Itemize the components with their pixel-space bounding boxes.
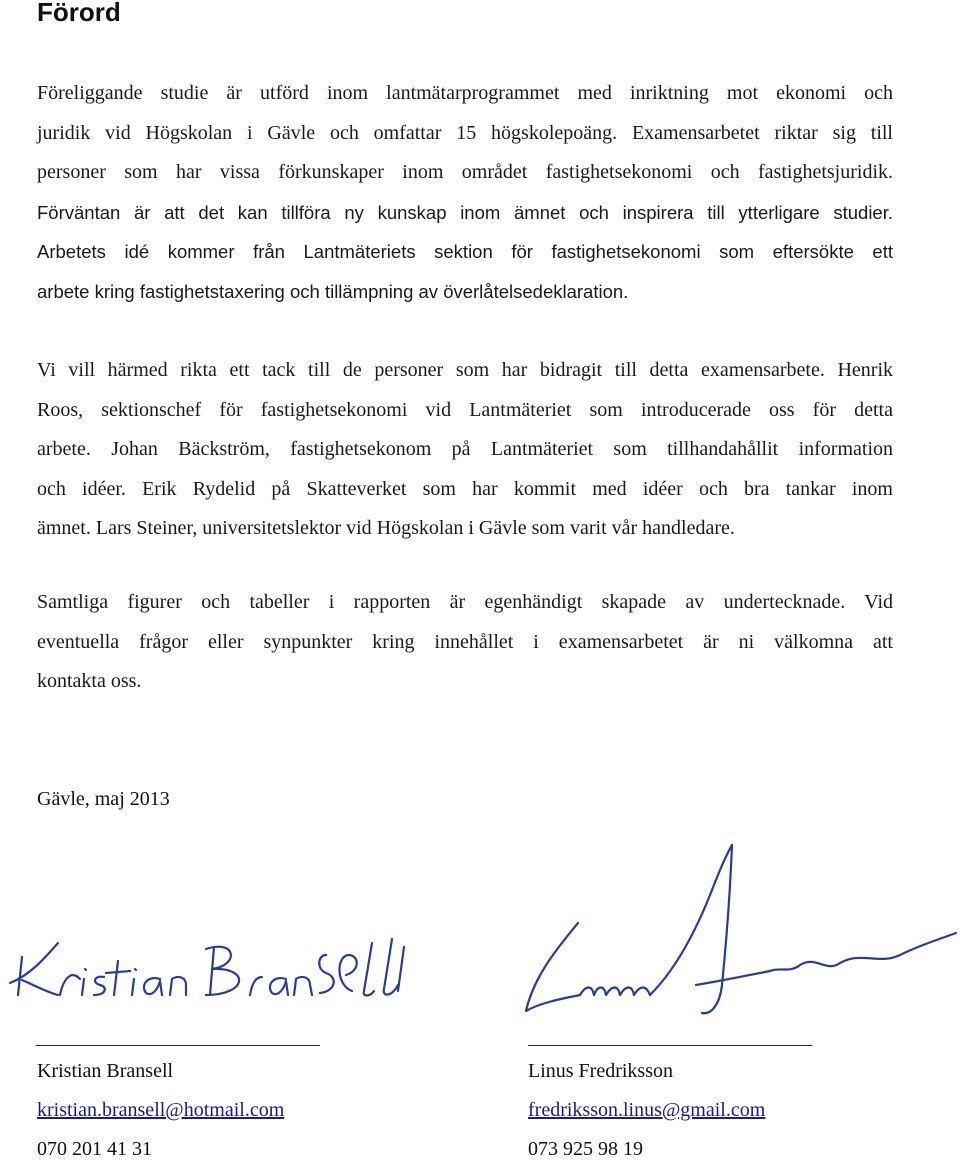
text-line: Roos, sektionschef för fastighetsekonomi vid Lantmäteriet som introducerade oss för detta: [37, 398, 893, 421]
paragraph-intro: [37, 74, 893, 311]
signature-line-right: [528, 1045, 812, 1046]
author-phone: 070 201 41 31: [37, 1138, 152, 1160]
signature-line-left: [36, 1045, 320, 1046]
author-name: Kristian Bransell: [37, 1060, 174, 1082]
place-and-date: Gävle, maj 2013: [37, 788, 170, 810]
text-line: ämnet. Lars Steiner, universitetslektor vid Högskolan i Gävle som varit vår handledare.: [37, 517, 735, 539]
text-line: Vi vill härmed rikta ett tack till de personer som har bidragit till detta examensarbete. Henrik: [37, 359, 893, 381]
author-contact-right: [528, 1052, 765, 1169]
text-line: eventuella frågor eller synpunkter kring innehållet i examensarbetet är ni välkomna att: [37, 630, 893, 653]
signature-kristian-bransell: [0, 925, 430, 1025]
author-contact-left: [37, 1052, 284, 1169]
author-email-link[interactable]: kristian.bransell@hotmail.com: [37, 1099, 285, 1121]
author-phone: 073 925 98 19: [528, 1138, 643, 1160]
text-line: Förväntan är att det kan tillföra ny kunskap inom ämnet och inspirera till ytterligare studier.: [37, 201, 893, 223]
author-name: Linus Fredriksson: [528, 1060, 673, 1082]
text-line: och idéer. Erik Rydelid på Skatteverket som har kommit med idéer och bra tankar inom: [37, 477, 893, 500]
text-line: kontakta oss.: [37, 670, 142, 692]
text-line: Föreliggande studie är utförd inom lantmätarprogrammet med inriktning mot ekonomi och: [37, 82, 893, 104]
signature-linus-fredriksson: [500, 835, 960, 1030]
text-line: Arbetets idé kommer från Lantmäteriets sektion för fastighetsekonomi som eftersökte ett: [37, 241, 893, 262]
text-line: Samtliga figurer och tabeller i rapporten är egenhändigt skapade av undertecknade. Vid: [37, 591, 893, 613]
author-email-link[interactable]: fredriksson.linus@gmail.com: [528, 1099, 766, 1121]
paragraph-acknowledgements: [37, 351, 893, 549]
text-line: personer som har vissa förkunskaper inom området fastighetsekonomi och fastighetsjuridik.: [37, 161, 893, 183]
paragraph-figures-note: [37, 583, 893, 702]
text-line: arbete kring fastighetstaxering och tillämpning av överlåtelsedeklaration.: [37, 280, 629, 302]
text-line: arbete. Johan Bäckström, fastighetsekonom på Lantmäteriet som tillhandahållit information: [37, 438, 893, 460]
text-line: juridik vid Högskolan i Gävle och omfattar 15 högskolepoäng. Examensarbetet riktar sig till: [37, 121, 893, 144]
page-title: Förord: [37, 0, 121, 27]
